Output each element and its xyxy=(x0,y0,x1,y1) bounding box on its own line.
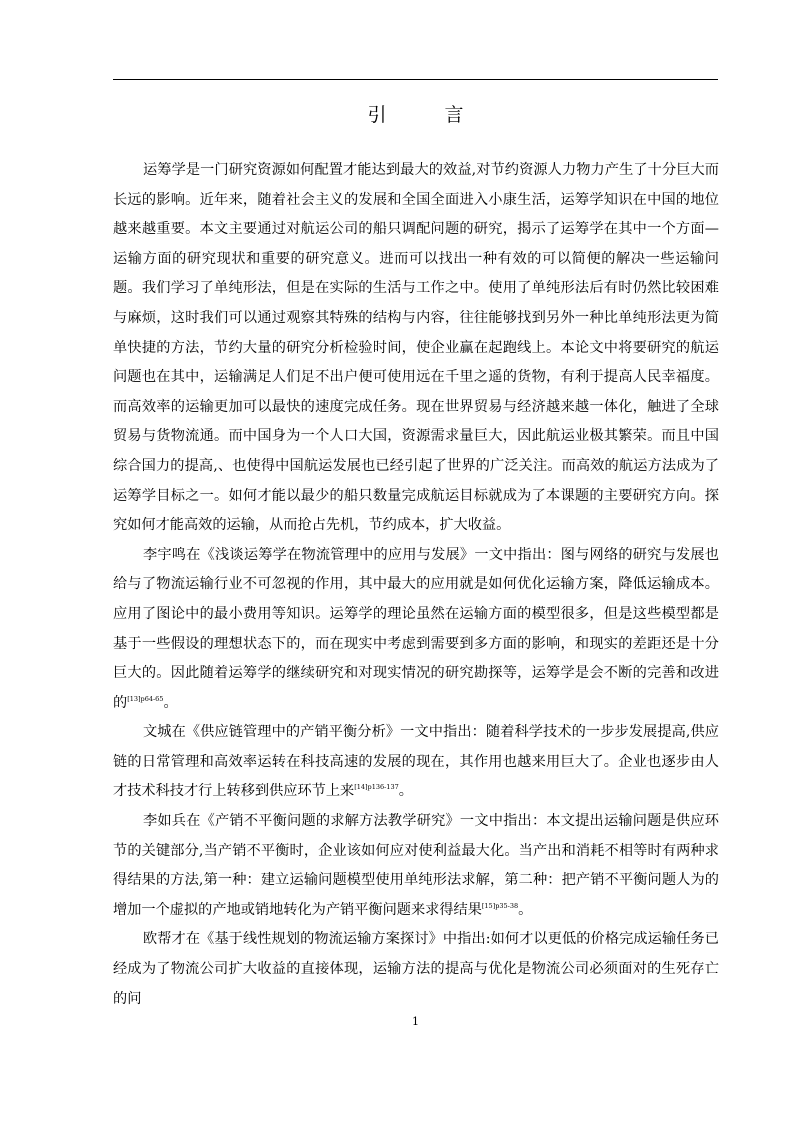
paragraph-ou-bangcai xyxy=(113,925,719,1014)
paragraph-text: 李宇鸣在《浅谈运筹学在物流管理中的应用与发展》一文中指出：图与网络的研究与发展也给与了物流运输行业不可忽视的作用，其中最大的应用就是如何优化运输方案，降低运输成本。应用了图论中的最小费用等知识。运筹学的理论虽然在运输方面的模型很多，但是这些模型都是基于一些假设的理想状态下的，而在现实中考虑到需要到多方面的影响，和现实的差距还是十分巨大的。因此随着运筹学的继续研究和对现实情况的研究勘探等，运筹学是会不断的完善和改进的 xyxy=(113,546,719,711)
paragraph-end: 。 xyxy=(163,694,178,711)
citation-15: [15]p35-38 xyxy=(481,901,519,910)
paragraph-end: 。 xyxy=(518,901,533,918)
citation-13: [13]p64-65 xyxy=(127,694,164,703)
paragraph-li-yuming xyxy=(113,541,719,719)
paragraph-text: 运筹学是一门研究资源如何配置才能达到最大的效益,对节约资源人力物力产生了十分巨大而长远的影响。近年来，随着社会主义的发展和全国全面进入小康生活，运筹学知识在中国的地位越来越重要。本文主要通过对航运公司的船只调配问题的研究，揭示了运筹学在其中一个方面—运输方面的研究现状和重要的研究意义。进而可以找出一种有效的可以简便的解决一些运输问题。我们学习了单纯形法，但是在实际的生活与工作之中。使用了单纯形法后有时仍然比较困难与麻烦，这时我们可以通过观察其特殊的结构与内容，往往能够找到另外一种比单纯形法更为简单快捷的方法，节约大量的研究分析检验时间，使企业赢在起跑线上。本论文中将要研究的航运问题也在其中，运输满足人们足不出户便可使用远在千里之遥的货物，有利于提高人民幸福度。而高效率的运输更加可以最快的速度完成任务。现在世界贸易与经济越来越一体化，触进了全球贸易与货物流通。而中国身为一个人口大国，资源需求量巨大，因此航运业极其繁荣。而且中国综合国力的提高,、也使得中国航运发展也已经引起了世界的广泛关注。而高效的航运方法成为了运筹学目标之一。如何才能以最少的船只数量完成航运目标就成为了本课题的主要研究方向。探究如何才能高效的运输，从而抢占先机，节约成本，扩大收益。 xyxy=(113,162,719,534)
citation-14: [14]p136-137 xyxy=(354,783,399,792)
paragraph-text: 文城在《供应链管理中的产销平衡分析》一文中指出：随着科学技术的一步步发展提高,供应链的日常管理和高效率运转在科技高速的发展的现在，其作用也越来用巨大了。企业也逐步由人才技术科技才行上转移到供应环节上来 xyxy=(113,724,719,800)
paragraph-end: 。 xyxy=(398,783,413,800)
header-rule xyxy=(113,79,718,80)
body-text xyxy=(113,156,719,1014)
paragraph-li-rubing xyxy=(113,807,719,925)
paragraph-wen-cheng xyxy=(113,718,719,807)
paragraph-text: 欧帮才在《基于线性规划的物流运输方案探讨》中指出:如何才以更低的价格完成运输任务已经成为了物流公司扩大收益的直接体现，运输方法的提高与优化是物流公司必须面对的生死存亡的问 xyxy=(113,931,719,1007)
paragraph-intro xyxy=(113,156,719,541)
section-title: 引 言 xyxy=(367,104,490,126)
page-number: 1 xyxy=(412,1015,419,1028)
paragraph-text: 李如兵在《产销不平衡问题的求解方法教学研究》一文中指出：本文提出运输问题是供应环节的关键部分,当产销不平衡时，企业该如何应对使利益最大化。当产出和消耗不相等时有两种求得结果的方法,第一种：建立运输问题模型使用单纯形法求解，第二种：把产销不平衡问题人为的增加一个虚拟的产地或销地转化为产销平衡问题来求得结果 xyxy=(113,813,719,918)
